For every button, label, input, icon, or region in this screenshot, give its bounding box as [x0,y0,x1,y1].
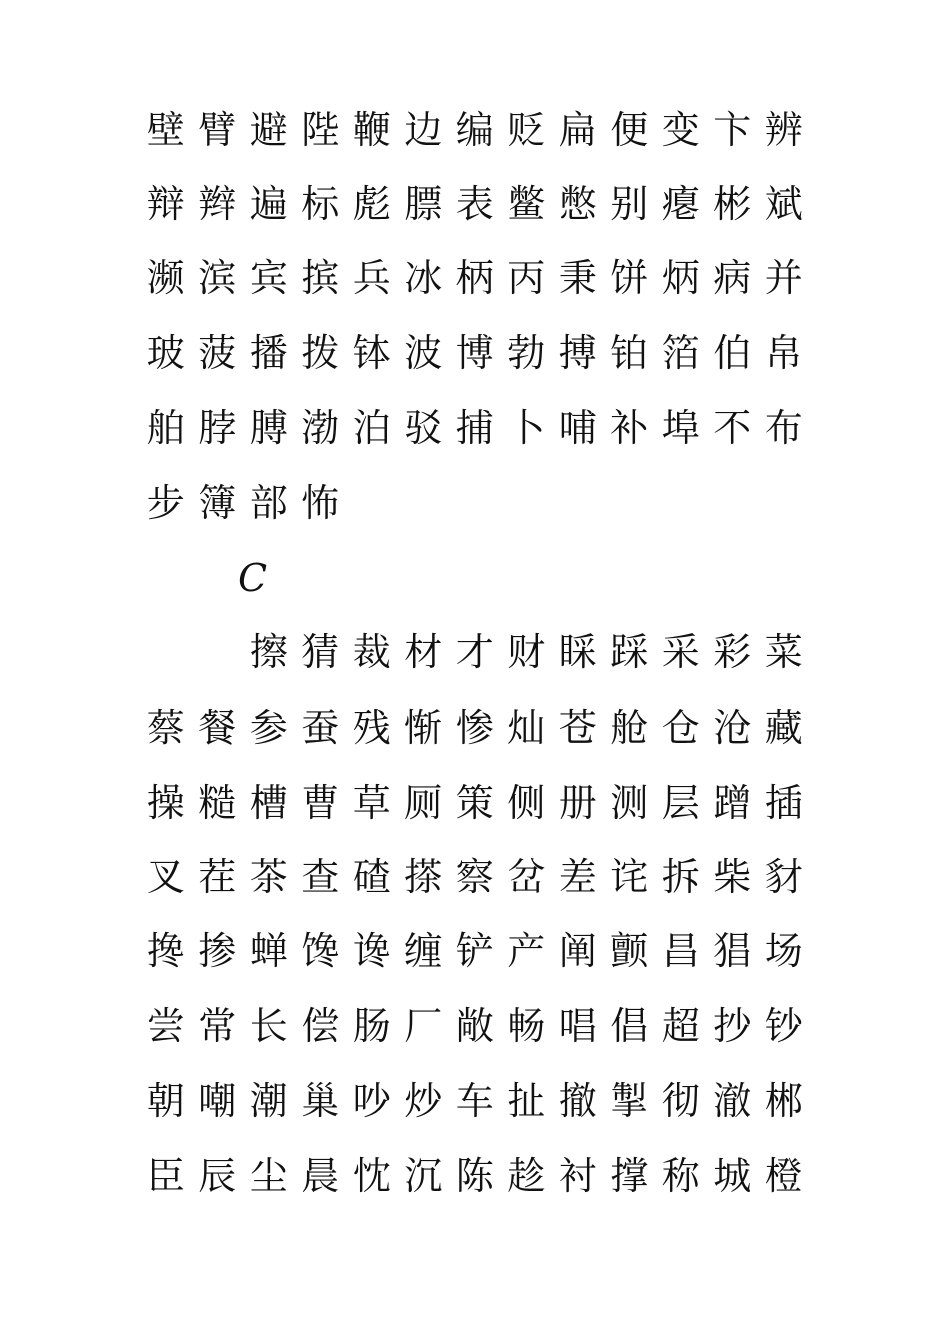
text-row-c-4 [140,851,810,903]
character-glyph: 吵 [352,1079,391,1123]
character-glyph: 苍 [558,706,597,750]
character-glyph: 车 [455,1079,494,1123]
character-glyph: 辩 [146,182,185,226]
character-glyph: 编 [455,108,494,152]
character-glyph: 睬 [558,630,597,674]
character-glyph: 陈 [455,1154,494,1198]
character-glyph: 猖 [713,929,752,973]
character-glyph: 缠 [404,929,443,973]
character-glyph: 扁 [558,108,597,152]
character-glyph: 茶 [249,855,288,899]
character-glyph: 臣 [146,1154,185,1198]
character-glyph: 辨 [764,108,803,152]
character-glyph: 鞭 [352,108,391,152]
character-glyph: 巢 [301,1079,340,1123]
character-glyph: 铲 [455,929,494,973]
character-glyph: 尝 [146,1004,185,1048]
character-glyph: 抄 [713,1004,752,1048]
character-glyph: 柴 [713,855,752,899]
character-glyph: 餐 [198,706,237,750]
character-glyph: 拨 [301,331,340,375]
character-glyph: 冰 [404,256,443,300]
character-glyph: 扯 [507,1079,546,1123]
character-glyph: 蚕 [301,706,340,750]
character-glyph: 卜 [507,406,546,450]
character-glyph: 陛 [301,108,340,152]
character-glyph: 别 [610,182,649,226]
character-glyph: 常 [198,1004,237,1048]
character-glyph: 藏 [764,706,803,750]
character-glyph: 晨 [301,1154,340,1198]
character-glyph: 秉 [558,256,597,300]
character-glyph: 茬 [198,855,237,899]
character-glyph: 猜 [301,630,340,674]
character-glyph: 濒 [146,256,185,300]
character-glyph: 澈 [713,1079,752,1123]
character-glyph: 诧 [610,855,649,899]
character-glyph: 辫 [198,182,237,226]
character-glyph: 钞 [764,1004,803,1048]
character-glyph: 拆 [661,855,700,899]
character-glyph: 彩 [713,630,752,674]
text-row-b-2 [140,178,810,230]
character-glyph: 唱 [558,1004,597,1048]
text-row-c-7 [140,1075,810,1127]
character-glyph: 衬 [558,1154,597,1198]
character-glyph: 操 [146,781,185,825]
character-glyph: 插 [764,781,803,825]
character-glyph: 财 [507,630,546,674]
character-glyph: 查 [301,855,340,899]
character-glyph: 踩 [610,630,649,674]
character-glyph: 蝉 [249,929,288,973]
character-glyph: 驳 [404,406,443,450]
character-glyph: 臂 [198,108,237,152]
character-glyph: 策 [455,781,494,825]
character-glyph: 怖 [301,481,340,525]
character-glyph: 泊 [352,406,391,450]
character-glyph: 厕 [404,781,443,825]
character-glyph: 哺 [558,406,597,450]
character-glyph: 膊 [249,406,288,450]
text-row-c-5 [140,925,810,977]
character-glyph: 掺 [198,929,237,973]
character-glyph: 城 [713,1154,752,1198]
character-glyph: 郴 [764,1079,803,1123]
character-glyph: 彻 [661,1079,700,1123]
character-glyph: 搽 [404,855,443,899]
character-glyph: 便 [610,108,649,152]
character-glyph: 趁 [507,1154,546,1198]
character-glyph: 颤 [610,929,649,973]
character-glyph: 播 [249,331,288,375]
character-glyph: 残 [352,706,391,750]
character-glyph: 厂 [404,1004,443,1048]
character-glyph: 搀 [146,929,185,973]
character-glyph: 埠 [661,406,700,450]
character-glyph: 阐 [558,929,597,973]
text-row-c-6 [140,1000,810,1052]
character-glyph: 朝 [146,1079,185,1123]
character-glyph: 部 [249,481,288,525]
character-glyph: 捕 [455,406,494,450]
character-glyph: 豺 [764,855,803,899]
text-row-c-3 [140,777,810,829]
character-glyph: 摈 [301,256,340,300]
text-row-b-5 [140,402,810,454]
character-glyph: 材 [404,630,443,674]
text-row-c-1 [243,626,810,678]
character-glyph: 舱 [610,706,649,750]
character-glyph: 惨 [455,706,494,750]
character-glyph: 箔 [661,331,700,375]
text-row-b-4 [140,327,810,379]
character-glyph: 碴 [352,855,391,899]
character-glyph: 敞 [455,1004,494,1048]
character-glyph: 标 [301,182,340,226]
character-glyph: 测 [610,781,649,825]
character-glyph: 彪 [352,182,391,226]
character-glyph: 表 [455,182,494,226]
character-glyph: 博 [455,331,494,375]
character-glyph: 滨 [198,256,237,300]
character-glyph: 差 [558,855,597,899]
character-glyph: 昌 [661,929,700,973]
character-glyph: 称 [661,1154,700,1198]
character-glyph: 仓 [661,706,700,750]
character-glyph: 菠 [198,331,237,375]
character-glyph: 伯 [713,331,752,375]
character-glyph: 饼 [610,256,649,300]
character-glyph: 参 [249,706,288,750]
character-glyph: 叉 [146,855,185,899]
character-glyph: 馋 [301,929,340,973]
character-glyph: 避 [249,108,288,152]
character-glyph: 沧 [713,706,752,750]
character-glyph: 槽 [249,781,288,825]
character-glyph: 潮 [249,1079,288,1123]
character-glyph: 布 [764,406,803,450]
character-glyph: 草 [352,781,391,825]
section-heading-c: C [238,556,268,600]
character-glyph: 脖 [198,406,237,450]
character-glyph: 波 [404,331,443,375]
character-glyph: 产 [507,929,546,973]
character-glyph: 掣 [610,1079,649,1123]
character-glyph: 尘 [249,1154,288,1198]
character-glyph: 膘 [404,182,443,226]
character-glyph: 病 [713,256,752,300]
character-glyph: 灿 [507,706,546,750]
character-glyph: 忱 [352,1154,391,1198]
character-glyph: 畅 [507,1004,546,1048]
character-glyph: 长 [249,1004,288,1048]
character-glyph: 补 [610,406,649,450]
character-glyph: 柄 [455,256,494,300]
character-glyph: 蔡 [146,706,185,750]
character-glyph: 察 [455,855,494,899]
text-row-c-2 [140,702,810,754]
character-glyph: 渤 [301,406,340,450]
character-glyph: 卞 [713,108,752,152]
character-glyph: 撑 [610,1154,649,1198]
character-glyph: 憋 [558,182,597,226]
character-glyph: 场 [764,929,803,973]
character-glyph: 层 [661,781,700,825]
character-glyph: 宾 [249,256,288,300]
character-glyph: 才 [455,630,494,674]
character-glyph: 撤 [558,1079,597,1123]
character-glyph: 鳖 [507,182,546,226]
character-glyph: 斌 [764,182,803,226]
character-glyph: 簿 [198,481,237,525]
text-row-b-6 [140,477,346,529]
character-glyph: 勃 [507,331,546,375]
character-glyph: 贬 [507,108,546,152]
character-glyph: 搏 [558,331,597,375]
character-glyph: 偿 [301,1004,340,1048]
character-glyph: 步 [146,481,185,525]
text-row-c-8 [140,1150,810,1202]
character-glyph: 蹭 [713,781,752,825]
character-glyph: 采 [661,630,700,674]
character-glyph: 遍 [249,182,288,226]
character-glyph: 肠 [352,1004,391,1048]
character-glyph: 兵 [352,256,391,300]
text-row-b-1 [140,104,810,156]
character-glyph: 橙 [764,1154,803,1198]
character-glyph: 炒 [404,1079,443,1123]
character-glyph: 铂 [610,331,649,375]
character-glyph: 惭 [404,706,443,750]
character-glyph: 糙 [198,781,237,825]
character-glyph: 嘲 [198,1079,237,1123]
character-glyph: 不 [713,406,752,450]
character-glyph: 帛 [764,331,803,375]
character-glyph: 册 [558,781,597,825]
character-glyph: 边 [404,108,443,152]
character-glyph: 岔 [507,855,546,899]
character-glyph: 倡 [610,1004,649,1048]
character-glyph: 沉 [404,1154,443,1198]
character-glyph: 丙 [507,256,546,300]
character-glyph: 谗 [352,929,391,973]
character-glyph: 辰 [198,1154,237,1198]
character-glyph: 钵 [352,331,391,375]
character-glyph: 超 [661,1004,700,1048]
character-glyph: 炳 [661,256,700,300]
character-glyph: 彬 [713,182,752,226]
character-glyph: 变 [661,108,700,152]
character-glyph: 舶 [146,406,185,450]
character-glyph: 菜 [764,630,803,674]
character-glyph: 并 [764,256,803,300]
text-row-b-3 [140,252,810,304]
character-glyph: 壁 [146,108,185,152]
character-glyph: 擦 [249,630,288,674]
character-glyph: 侧 [507,781,546,825]
character-glyph: 瘪 [661,182,700,226]
character-glyph: 裁 [352,630,391,674]
character-glyph: 玻 [146,331,185,375]
character-glyph: 曹 [301,781,340,825]
